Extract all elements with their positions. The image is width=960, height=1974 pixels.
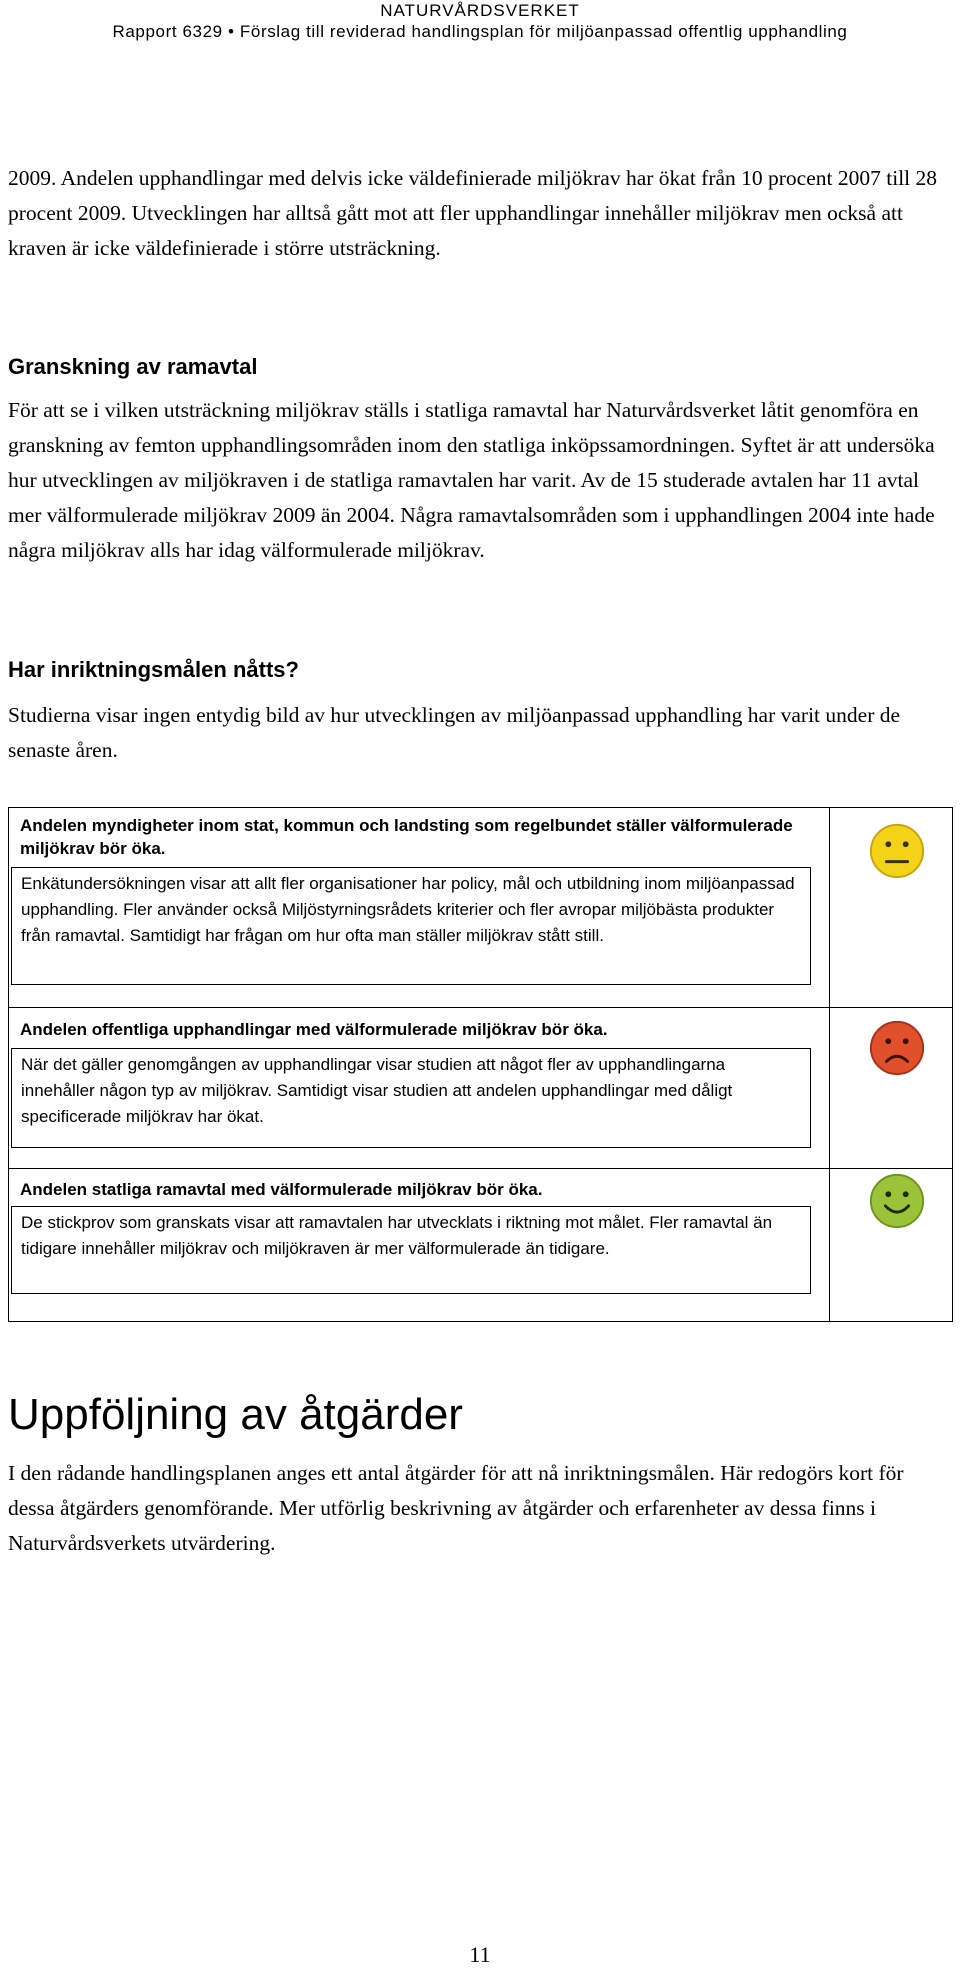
table-row-divider — [9, 1168, 952, 1169]
uppfoljning-paragraph: I den rådande handlingsplanen anges ett antal åtgärder för att nå inriktningsmålen. Här redogörs kort för dessa åtgärders genomförande. Mer utförlig beskrivning av åtgärder och erfarenheter av dessa finns i Naturvårdsverkets utvärdering. — [8, 1461, 904, 1555]
goal-2-title: Andelen offentliga upphandlingar med välformulerade miljökrav bör öka. — [20, 1020, 608, 1039]
goals-table — [8, 807, 953, 1322]
smiley-face — [871, 1175, 923, 1227]
table-row-divider — [9, 1007, 952, 1008]
smiley-eye-right — [903, 1038, 909, 1044]
goal-3-body: De stickprov som granskats visar att ramavtalen har utvecklats i riktning mot målet. Fler ramavtal än tidigare innehåller miljökrav och miljökraven är mer välformulerade än tidigare. — [11, 1206, 811, 1294]
header-report-title: Rapport 6329 • Förslag till reviderad handlingsplan för miljöanpassad offentlig upphandling — [112, 22, 848, 41]
smiley-eye-right — [903, 1191, 909, 1197]
goal-1-body: Enkätundersökningen visar att allt fler organisationer har policy, mål och utbildning inom miljöanpassad upphandling. Fler använder också Miljöstyrningsrådets kriterier och fler avropar miljöbästa produkter från ramavtal. Samtidigt har frågan om hur ofta man ställer miljökrav stått still. — [11, 867, 811, 985]
smiley-face — [871, 825, 923, 877]
header-organization: NATURVÅRDSVERKET — [380, 1, 580, 20]
happy-face-icon — [868, 1172, 926, 1230]
ramavtal-paragraph: För att se i vilken utsträckning miljökrav ställs i statliga ramavtal har Naturvårdsverket låtit genomföra en granskning av femton upphandlingsområden inom den statliga inköpssamordningen. Syftet är att undersöka hur utvecklingen av miljökraven i de statliga ramavtalen har varit. Av de 15 studerade avtalen har 11 avtal mer välformulerade miljökrav 2009 än 2004. Några ramavtalsområden som i upphandlingen 2004 inte hade några miljökrav alls har idag välformulerade miljökrav. — [8, 398, 935, 562]
inriktningsmal-paragraph: Studierna visar ingen entydig bild av hur utvecklingen av miljöanpassad upphandling har varit under de senaste åren. — [8, 703, 901, 762]
heading-inriktningsmal: Har inriktningsmålen nåtts? — [8, 657, 299, 682]
table-column-divider — [829, 808, 830, 1321]
smiley-eye-left — [885, 1038, 891, 1044]
smiley-eye-right — [903, 841, 909, 847]
sad-face-icon — [868, 1019, 926, 1077]
goal-1-title: Andelen myndigheter inom stat, kommun och landsting som regelbundet ställer välformulerade miljökrav bör öka. — [20, 816, 793, 858]
page-header — [0, 0, 960, 42]
intro-paragraph: 2009. Andelen upphandlingar med delvis icke väldefinierade miljökrav har ökat från 10 procent 2007 till 28 procent 2009. Utvecklingen har alltså gått mot att fler upphandlingar innehåller miljökrav men också att kraven är icke väldefinierade i större utsträckning. — [8, 166, 938, 260]
heading-granskning-ramavtal: Granskning av ramavtal — [8, 354, 258, 379]
goal-2-body: När det gäller genomgången av upphandlingar visar studien att något fler av upphandlingarna innehåller någon typ av miljökrav. Samtidigt visar studien att andelen upphandlingar med dåligt specificerade miljökrav har ökat. — [11, 1048, 811, 1148]
page-number: 11 — [469, 1942, 491, 1967]
smiley-face — [871, 1022, 923, 1074]
smiley-eye-left — [885, 841, 891, 847]
neutral-face-icon — [868, 822, 926, 880]
heading-uppfoljning: Uppföljning av åtgärder — [8, 1390, 463, 1439]
smiley-eye-left — [885, 1191, 891, 1197]
goal-3-title: Andelen statliga ramavtal med välformulerade miljökrav bör öka. — [20, 1180, 543, 1199]
